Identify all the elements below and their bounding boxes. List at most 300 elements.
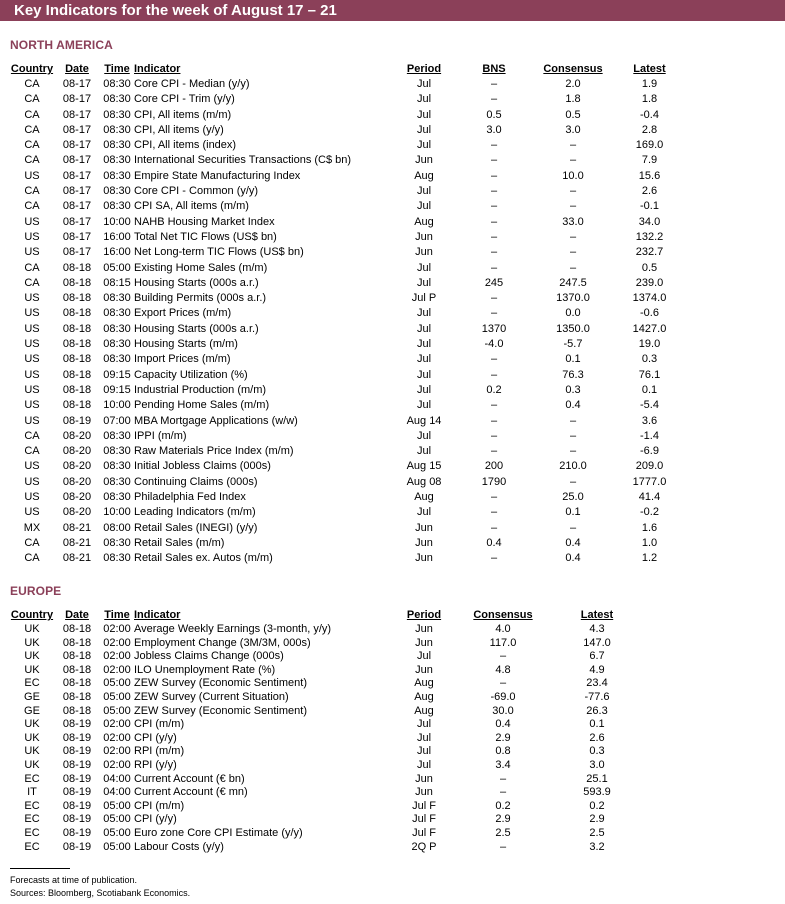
cell-country: UK bbox=[24, 718, 40, 731]
cell-country: CA bbox=[24, 93, 40, 106]
cell-date: 08-21 bbox=[62, 536, 92, 549]
cell-consensus: 2.0 bbox=[565, 78, 581, 90]
cell-time: 08:30 bbox=[103, 185, 131, 198]
cell-period: Aug bbox=[414, 690, 434, 703]
cell-consensus: 0.3 bbox=[565, 383, 581, 396]
cell-bns: – bbox=[490, 368, 498, 381]
cell-period: Aug bbox=[414, 704, 434, 717]
table-row bbox=[10, 677, 652, 691]
cell-country: EC bbox=[24, 799, 40, 812]
cell-latest: -77.6 bbox=[584, 690, 610, 703]
cell-period: Jul bbox=[416, 93, 432, 106]
cell-period: Jul bbox=[416, 445, 432, 458]
column-header-latest: Latest bbox=[580, 609, 614, 621]
cell-latest: 0.2 bbox=[589, 799, 605, 812]
cell-date: 08-20 bbox=[62, 506, 92, 519]
cell-latest: 25.1 bbox=[586, 772, 608, 785]
table-row bbox=[10, 691, 652, 705]
cell-indicator: CPI, All items (index) bbox=[134, 139, 237, 152]
cell-bns: – bbox=[490, 445, 498, 458]
cell-period: Jun bbox=[415, 663, 433, 676]
cell-country: US bbox=[24, 399, 40, 412]
cell-time: 02:00 bbox=[103, 718, 131, 731]
cell-bns: – bbox=[490, 506, 498, 519]
table-row bbox=[10, 322, 677, 337]
cell-country: MX bbox=[23, 521, 41, 534]
column-header-indicator: Indicator bbox=[134, 609, 181, 621]
cell-period: Jul bbox=[416, 506, 432, 519]
cell-bns: 245 bbox=[484, 276, 504, 289]
cell-date: 08-18 bbox=[62, 704, 92, 717]
cell-latest: 232.7 bbox=[635, 246, 664, 259]
cell-period: Jul bbox=[416, 758, 432, 771]
cell-indicator: Net Long-term TIC Flows (US$ bn) bbox=[134, 246, 304, 259]
cell-indicator: International Securities Transactions (C$ bn) bbox=[134, 154, 352, 167]
table-row bbox=[10, 745, 652, 759]
cell-indicator: Pending Home Sales (m/m) bbox=[134, 399, 270, 412]
cell-indicator: Leading Indicators (m/m) bbox=[134, 506, 256, 519]
column-header-time: Time bbox=[104, 63, 130, 75]
cell-latest: 4.9 bbox=[589, 663, 605, 676]
cell-period: Jul bbox=[416, 78, 432, 90]
cell-period: Jun bbox=[415, 536, 433, 549]
cell-latest: 2.6 bbox=[641, 185, 658, 198]
cell-indicator: CPI, All items (m/m) bbox=[134, 108, 232, 121]
cell-country: GE bbox=[24, 690, 40, 703]
cell-country: CA bbox=[24, 200, 40, 213]
cell-period: Aug 15 bbox=[406, 460, 442, 473]
cell-period: Jul bbox=[416, 650, 432, 663]
cell-consensus: 247.5 bbox=[559, 276, 587, 289]
cell-indicator: Industrial Production (m/m) bbox=[134, 383, 267, 396]
table-row bbox=[10, 429, 677, 444]
cell-date: 08-17 bbox=[62, 169, 92, 182]
cell-consensus: -69.0 bbox=[490, 690, 516, 703]
cell-period: Jun bbox=[415, 552, 433, 565]
table-row bbox=[10, 383, 677, 398]
cell-time: 08:30 bbox=[103, 169, 131, 182]
cell-latest: 0.5 bbox=[641, 261, 658, 274]
cell-bns: 3.0 bbox=[486, 123, 502, 136]
cell-latest: 593.9 bbox=[583, 786, 611, 799]
cell-date: 08-20 bbox=[62, 429, 92, 442]
cell-latest: 209.0 bbox=[635, 460, 664, 473]
cell-time: 10:00 bbox=[103, 399, 131, 412]
cell-date: 08-18 bbox=[62, 677, 92, 690]
cell-date: 08-19 bbox=[62, 758, 92, 771]
cell-time: 08:30 bbox=[103, 445, 131, 458]
cell-period: Jul bbox=[416, 322, 432, 335]
cell-country: UK bbox=[24, 623, 40, 635]
cell-latest: 1427.0 bbox=[632, 322, 667, 335]
cell-consensus: 1350.0 bbox=[556, 322, 590, 335]
cell-time: 05:00 bbox=[103, 799, 131, 812]
cell-period: Jul bbox=[416, 429, 432, 442]
cell-time: 08:30 bbox=[103, 429, 131, 442]
table-row bbox=[10, 705, 652, 719]
cell-indicator: CPI (m/m) bbox=[134, 718, 185, 731]
cell-country: CA bbox=[24, 123, 40, 136]
cell-date: 08-17 bbox=[62, 93, 92, 106]
cell-latest: 1.0 bbox=[641, 536, 658, 549]
cell-time: 05:00 bbox=[103, 690, 131, 703]
cell-period: Jul bbox=[416, 731, 432, 744]
table-row bbox=[10, 800, 652, 814]
table-row bbox=[10, 306, 677, 321]
cell-latest: 0.1 bbox=[641, 383, 658, 396]
cell-period: Jun bbox=[415, 636, 433, 649]
cell-consensus: 0.2 bbox=[495, 799, 511, 812]
cell-latest: 41.4 bbox=[638, 491, 661, 504]
cell-time: 04:00 bbox=[103, 786, 131, 799]
cell-date: 08-20 bbox=[62, 491, 92, 504]
cell-bns: – bbox=[490, 353, 498, 366]
cell-country: US bbox=[24, 322, 40, 335]
column-header-bns: BNS bbox=[482, 63, 506, 75]
cell-latest: -1.4 bbox=[640, 429, 659, 442]
table-row bbox=[10, 169, 677, 184]
cell-latest: 3.2 bbox=[589, 840, 605, 853]
cell-time: 08:30 bbox=[103, 475, 131, 488]
table-row bbox=[10, 291, 677, 306]
cell-consensus: 1370.0 bbox=[556, 292, 590, 305]
cell-country: CA bbox=[24, 108, 40, 121]
cell-time: 08:30 bbox=[103, 93, 131, 106]
cell-bns: 1790 bbox=[481, 475, 507, 488]
cell-period: Jul bbox=[416, 745, 432, 758]
cell-consensus: – bbox=[499, 786, 507, 799]
cell-period: Jul bbox=[416, 108, 432, 121]
cell-date: 08-17 bbox=[62, 215, 92, 228]
table-row bbox=[10, 759, 652, 773]
cell-indicator: Initial Jobless Claims (000s) bbox=[134, 460, 271, 473]
table-row bbox=[10, 368, 677, 383]
cell-time: 08:15 bbox=[103, 276, 131, 289]
cell-indicator: CPI (y/y) bbox=[134, 731, 177, 744]
table-row bbox=[10, 77, 677, 92]
section-title-europe: EUROPE bbox=[10, 584, 62, 598]
report-title: Key Indicators for the week of August 17 – 21 bbox=[14, 2, 337, 19]
cell-country: GE bbox=[24, 704, 40, 717]
cell-country: UK bbox=[24, 758, 40, 771]
cell-consensus: 210.0 bbox=[559, 460, 587, 473]
cell-time: 05:00 bbox=[103, 840, 131, 853]
cell-bns: – bbox=[490, 246, 498, 259]
cell-indicator: Import Prices (m/m) bbox=[134, 353, 231, 366]
cell-latest: 1374.0 bbox=[632, 292, 667, 305]
cell-latest: 2.6 bbox=[589, 731, 605, 744]
table-row bbox=[10, 184, 677, 199]
cell-country: US bbox=[24, 414, 40, 427]
cell-period: Aug bbox=[414, 169, 434, 182]
cell-time: 08:30 bbox=[103, 322, 131, 335]
cell-period: Jun bbox=[415, 246, 433, 259]
cell-date: 08-19 bbox=[62, 772, 92, 785]
cell-period: Jun bbox=[415, 772, 433, 785]
cell-consensus: 0.4 bbox=[565, 399, 581, 412]
cell-country: US bbox=[24, 338, 40, 351]
cell-bns: -4.0 bbox=[484, 338, 504, 351]
cell-time: 08:30 bbox=[103, 123, 131, 136]
cell-consensus: 2.9 bbox=[495, 731, 511, 744]
table-row bbox=[10, 521, 677, 536]
cell-indicator: ZEW Survey (Current Situation) bbox=[134, 690, 289, 703]
column-header-date: Date bbox=[65, 63, 89, 75]
table-row bbox=[10, 276, 677, 291]
cell-latest: 239.0 bbox=[635, 276, 664, 289]
cell-country: US bbox=[24, 215, 40, 228]
cell-indicator: Housing Starts (000s a.r.) bbox=[134, 276, 259, 289]
table-row bbox=[10, 773, 652, 787]
table-header-row bbox=[10, 608, 652, 623]
cell-date: 08-18 bbox=[62, 276, 92, 289]
cell-period: Jul bbox=[416, 261, 432, 274]
cell-indicator: NAHB Housing Market Index bbox=[134, 215, 275, 228]
cell-indicator: Empire State Manufacturing Index bbox=[134, 169, 301, 182]
cell-consensus: 0.4 bbox=[495, 718, 511, 731]
column-header-country: Country bbox=[10, 609, 54, 621]
table-row bbox=[10, 153, 677, 168]
cell-bns: – bbox=[490, 139, 498, 152]
cell-consensus: 76.3 bbox=[562, 368, 584, 381]
cell-country: CA bbox=[24, 552, 40, 565]
table-row bbox=[10, 444, 677, 459]
cell-date: 08-17 bbox=[62, 230, 92, 243]
cell-indicator: Philadelphia Fed Index bbox=[134, 491, 246, 504]
cell-date: 08-17 bbox=[62, 246, 92, 259]
cell-date: 08-17 bbox=[62, 154, 92, 167]
cell-country: CA bbox=[24, 154, 40, 167]
cell-consensus: – bbox=[569, 445, 577, 458]
cell-indicator: Existing Home Sales (m/m) bbox=[134, 261, 268, 274]
cell-latest: 3.0 bbox=[589, 758, 605, 771]
cell-indicator: CPI SA, All items (m/m) bbox=[134, 200, 249, 213]
cell-time: 10:00 bbox=[103, 215, 131, 228]
cell-country: EC bbox=[24, 840, 40, 853]
cell-time: 02:00 bbox=[103, 745, 131, 758]
cell-latest: 2.9 bbox=[589, 813, 605, 826]
cell-country: US bbox=[24, 292, 40, 305]
cell-bns: – bbox=[490, 429, 498, 442]
cell-latest: -0.6 bbox=[640, 307, 659, 320]
cell-bns: – bbox=[490, 230, 498, 243]
cell-time: 08:30 bbox=[103, 108, 131, 121]
cell-bns: – bbox=[490, 552, 498, 565]
cell-time: 08:30 bbox=[103, 139, 131, 152]
cell-indicator: Core CPI - Median (y/y) bbox=[134, 78, 250, 90]
cell-time: 08:30 bbox=[103, 78, 131, 90]
cell-date: 08-19 bbox=[62, 786, 92, 799]
cell-consensus: 117.0 bbox=[489, 636, 517, 649]
cell-country: IT bbox=[27, 786, 37, 799]
cell-period: Jul bbox=[416, 718, 432, 731]
cell-latest: 15.6 bbox=[638, 169, 661, 182]
cell-date: 08-17 bbox=[62, 108, 92, 121]
table-row bbox=[10, 505, 677, 520]
cell-bns: 1370 bbox=[481, 322, 507, 335]
column-header-country: Country bbox=[10, 63, 54, 75]
cell-indicator: Core CPI - Common (y/y) bbox=[134, 185, 259, 198]
cell-bns: – bbox=[490, 292, 498, 305]
cell-time: 08:30 bbox=[103, 307, 131, 320]
cell-indicator: Employment Change (3M/3M, 000s) bbox=[134, 636, 311, 649]
cell-country: US bbox=[24, 307, 40, 320]
cell-date: 08-18 bbox=[62, 353, 92, 366]
column-header-date: Date bbox=[65, 609, 89, 621]
cell-time: 05:00 bbox=[103, 826, 131, 839]
cell-latest: 19.0 bbox=[638, 338, 661, 351]
cell-time: 08:00 bbox=[103, 521, 131, 534]
cell-period: Jul bbox=[416, 368, 432, 381]
cell-consensus: 1.8 bbox=[565, 93, 581, 106]
cell-country: CA bbox=[24, 261, 40, 274]
cell-consensus: – bbox=[569, 246, 577, 259]
section-title-north-america: NORTH AMERICA bbox=[10, 38, 113, 52]
cell-country: CA bbox=[24, 536, 40, 549]
cell-country: US bbox=[24, 169, 40, 182]
footnote-forecasts: Forecasts at time of publication. bbox=[10, 875, 138, 885]
cell-consensus: – bbox=[569, 261, 577, 274]
cell-period: Jun bbox=[415, 623, 433, 635]
cell-consensus: -5.7 bbox=[563, 338, 583, 351]
cell-period: Jul bbox=[416, 307, 432, 320]
cell-latest: 1.6 bbox=[641, 521, 658, 534]
cell-bns: – bbox=[490, 215, 498, 228]
cell-latest: 4.3 bbox=[589, 623, 605, 635]
cell-date: 08-20 bbox=[62, 445, 92, 458]
cell-consensus: – bbox=[569, 521, 577, 534]
cell-bns: – bbox=[490, 78, 498, 90]
cell-latest: 1777.0 bbox=[632, 475, 667, 488]
cell-indicator: Building Permits (000s a.r.) bbox=[134, 292, 267, 305]
europe-table bbox=[10, 608, 652, 854]
cell-indicator: MBA Mortgage Applications (w/w) bbox=[134, 414, 298, 427]
cell-time: 08:30 bbox=[103, 552, 131, 565]
cell-consensus: 10.0 bbox=[562, 169, 584, 182]
cell-date: 08-19 bbox=[62, 826, 92, 839]
cell-consensus: – bbox=[569, 154, 577, 167]
north-america-table bbox=[10, 62, 677, 567]
cell-date: 08-19 bbox=[62, 718, 92, 731]
cell-latest: -0.4 bbox=[640, 108, 659, 121]
cell-indicator: Average Weekly Earnings (3-month, y/y) bbox=[134, 623, 332, 635]
cell-period: Aug bbox=[414, 215, 434, 228]
table-row bbox=[10, 138, 677, 153]
cell-consensus: 2.9 bbox=[495, 813, 511, 826]
cell-latest: 147.0 bbox=[583, 636, 611, 649]
cell-consensus: – bbox=[499, 677, 507, 690]
cell-period: Jul P bbox=[411, 292, 437, 305]
table-row bbox=[10, 261, 677, 276]
table-header-row bbox=[10, 62, 677, 77]
cell-date: 08-20 bbox=[62, 460, 92, 473]
cell-consensus: 0.4 bbox=[565, 552, 581, 565]
cell-indicator: RPI (y/y) bbox=[134, 758, 177, 771]
cell-latest: 0.3 bbox=[641, 353, 658, 366]
cell-date: 08-21 bbox=[62, 552, 92, 565]
cell-bns: – bbox=[490, 414, 498, 427]
cell-latest: 0.3 bbox=[589, 745, 605, 758]
cell-latest: 1.2 bbox=[641, 552, 658, 565]
cell-date: 08-18 bbox=[62, 383, 92, 396]
cell-date: 08-18 bbox=[62, 368, 92, 381]
cell-country: US bbox=[24, 368, 40, 381]
cell-period: Jun bbox=[415, 154, 433, 167]
cell-date: 08-19 bbox=[62, 745, 92, 758]
cell-date: 08-19 bbox=[62, 731, 92, 744]
table-row bbox=[10, 398, 677, 413]
cell-consensus: 3.0 bbox=[565, 123, 581, 136]
table-row bbox=[10, 475, 677, 490]
cell-consensus: – bbox=[499, 772, 507, 785]
cell-time: 07:00 bbox=[103, 414, 131, 427]
cell-time: 10:00 bbox=[103, 506, 131, 519]
cell-consensus: – bbox=[569, 200, 577, 213]
cell-time: 05:00 bbox=[103, 261, 131, 274]
cell-country: CA bbox=[24, 139, 40, 152]
cell-date: 08-18 bbox=[62, 292, 92, 305]
column-header-indicator: Indicator bbox=[134, 63, 181, 75]
cell-latest: 3.6 bbox=[641, 414, 658, 427]
cell-period: 2Q P bbox=[411, 840, 437, 853]
cell-bns: – bbox=[490, 261, 498, 274]
cell-time: 08:30 bbox=[103, 536, 131, 549]
cell-country: CA bbox=[24, 276, 40, 289]
cell-date: 08-17 bbox=[62, 185, 92, 198]
cell-latest: -0.2 bbox=[640, 506, 659, 519]
table-row bbox=[10, 245, 677, 260]
cell-period: Aug 14 bbox=[406, 414, 442, 427]
cell-date: 08-18 bbox=[62, 663, 92, 676]
column-header-consensus: Consensus bbox=[543, 63, 603, 75]
footnote-sources: Sources: Bloomberg, Scotiabank Economics. bbox=[10, 888, 191, 898]
cell-bns: – bbox=[490, 399, 498, 412]
table-row bbox=[10, 123, 677, 138]
cell-latest: 6.7 bbox=[589, 650, 605, 663]
cell-latest: -0.1 bbox=[640, 200, 659, 213]
cell-time: 04:00 bbox=[103, 772, 131, 785]
cell-indicator: IPPI (m/m) bbox=[134, 429, 187, 442]
cell-date: 08-19 bbox=[62, 414, 92, 427]
cell-consensus: 0.5 bbox=[565, 108, 581, 121]
cell-period: Jul bbox=[416, 399, 432, 412]
cell-date: 08-17 bbox=[62, 123, 92, 136]
table-row bbox=[10, 664, 652, 678]
cell-indicator: Capacity Utilization (%) bbox=[134, 368, 248, 381]
cell-time: 09:15 bbox=[103, 383, 131, 396]
cell-bns: – bbox=[490, 93, 498, 106]
table-row bbox=[10, 827, 652, 841]
cell-time: 08:30 bbox=[103, 154, 131, 167]
cell-indicator: Raw Materials Price Index (m/m) bbox=[134, 445, 294, 458]
cell-period: Jul bbox=[416, 123, 432, 136]
cell-consensus: 0.0 bbox=[565, 307, 581, 320]
cell-consensus: 30.0 bbox=[492, 704, 514, 717]
cell-date: 08-21 bbox=[62, 521, 92, 534]
cell-consensus: – bbox=[569, 475, 577, 488]
table-row bbox=[10, 536, 677, 551]
cell-country: UK bbox=[24, 731, 40, 744]
cell-date: 08-17 bbox=[62, 139, 92, 152]
table-row bbox=[10, 459, 677, 474]
cell-latest: 1.9 bbox=[641, 78, 658, 90]
cell-country: US bbox=[24, 506, 40, 519]
cell-period: Jul bbox=[416, 139, 432, 152]
cell-time: 02:00 bbox=[103, 731, 131, 744]
cell-date: 08-18 bbox=[62, 338, 92, 351]
cell-bns: – bbox=[490, 200, 498, 213]
cell-consensus: 0.4 bbox=[565, 536, 581, 549]
